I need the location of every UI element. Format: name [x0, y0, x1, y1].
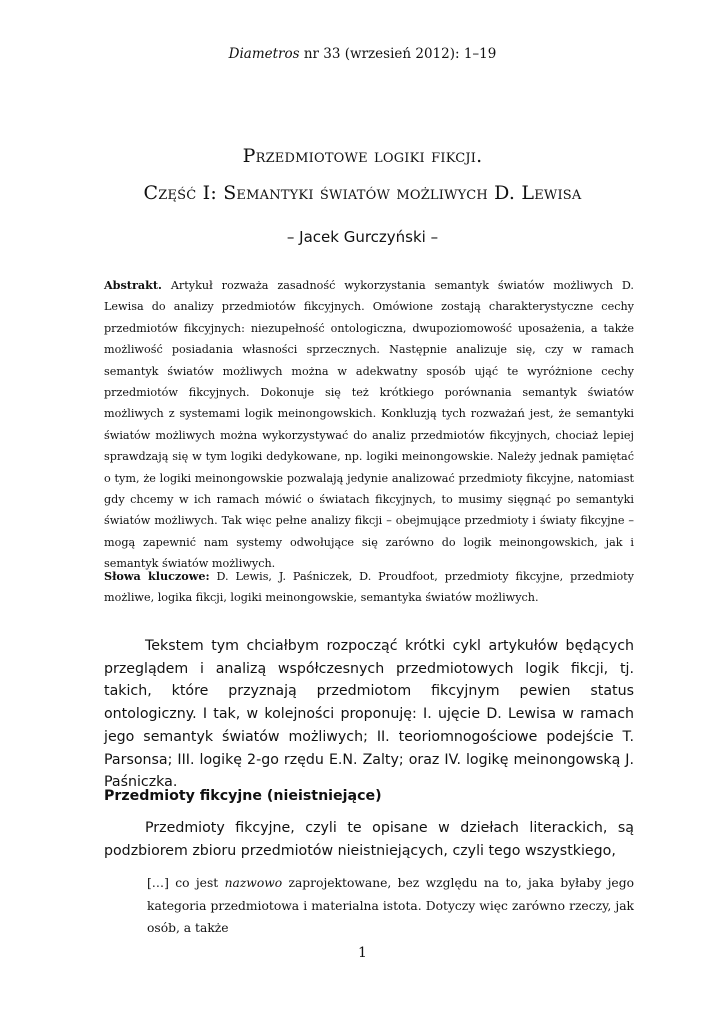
keywords-text: D. Lewis, J. Paśniczek, D. Proudfoot, przedmioty fikcyjne, przedmioty możliwe, logika fikcji, logiki meinongowskie, semantyka światów możliwych.	[104, 570, 634, 605]
section-heading: Przedmioty fikcyjne (nieistniejące)	[104, 788, 382, 804]
article-title-line-1: Przedmiotowe logiki fikcji.	[242, 145, 483, 167]
abstract-label: Abstrakt.	[104, 278, 162, 292]
intro-paragraph: Tekstem tym chciałbym rozpocząć krótki cykl artykułów będących przeglądem i analizą współczesnych przedmiotowych logik fikcji, tj. takich, które przyznają przedmiotom fikcyjnym pewien status ontologiczny. I tak, w kolejności proponuję: I. ujęcie D. Lewisa w ramach jego semantyk światów możliwych; II. teoriomnogościowe podejście T. Parsonsa; III. logikę 2-go rzędu E.N. Zalty; oraz IV. logikę meinongowską J. Paśniczka.	[104, 638, 634, 791]
author-name: – Jacek Gurczyński –	[286, 228, 439, 246]
quote-emphasis: nazwowo	[224, 876, 283, 890]
abstract	[104, 275, 634, 575]
journal-issue: nr 33 (wrzesień 2012): 1–19	[299, 46, 497, 62]
keywords-label: Słowa kluczowe:	[104, 569, 210, 583]
block-quote	[147, 872, 634, 940]
quote-text-after: zaprojektowane, bez względu na to, jaka byłaby jego kategoria przedmiotowa i materialna istota. Dotyczy więc zarówno rzeczy, jak osób, a także	[147, 876, 634, 935]
section-paragraph: Przedmioty fikcyjne, czyli te opisane w dziełach literackich, są podzbiorem zbioru przedmiotów nieistniejących, czyli tego wszystkiego,	[104, 820, 634, 859]
journal-name: Diametros	[228, 46, 300, 62]
page-number: 1	[358, 945, 367, 961]
abstract-text: Artykuł rozważa zasadność wykorzystania semantyk światów możliwych D. Lewisa do analizy przedmiotów fikcyjnych. Omówione zostają charakterystyczne cechy przedmiotów fikcyjnych: niezupełność ontologiczna, dwupoziomowość uposażenia, a także możliwość posiadania własności sprzecznych. Następnie analizuje się, czy w ramach semantyk światów możliwych można w adekwatny sposób ująć te wyróżnione cechy przedmiotów fikcyjnych. Dokonuje się też krótkiego porównania semantyk światów możliwych z systemami logik meinongowskich. Konkluzją tych rozważań jest, że semantyki światów możliwych można wykorzystywać do analiz przedmiotów fikcyjnych, chociaż lepiej sprawdzają się w tym logiki dedykowane, np. logiki meinongowskie. Należy jednak pamiętać o tym, że logiki meinongowskie pozwalają jedynie analizować przedmioty fikcyjne, natomiast gdy chcemy w ich ramach mówić o światach fikcyjnych, to musimy sięgnąć po semantyki światów możliwych. Tak więc pełne analizy fikcji – obejmujące przedmioty i światy fikcyjne – mogą zapewnić nam systemy odwołujące się zarówno do logik meinongowskich, jak i semantyk światów możliwych.	[104, 279, 634, 571]
journal-header	[0, 46, 725, 62]
article-title-line-2: Część I: Semantyki światów możliwych D. Lewisa	[143, 182, 582, 204]
quote-text-before: […] co jest	[147, 876, 225, 890]
keywords	[104, 566, 634, 609]
